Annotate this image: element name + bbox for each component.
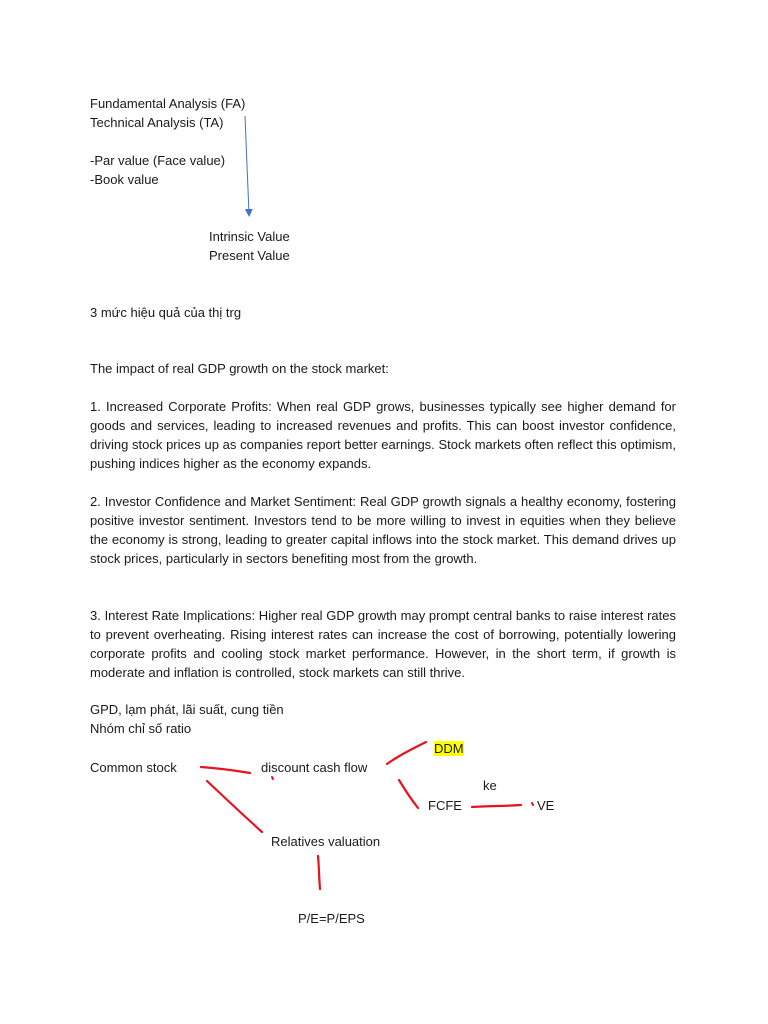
ddm-highlight: DDM [434, 741, 464, 756]
pe-formula-label: P/E=P/EPS [298, 911, 365, 926]
ve-label: VE [537, 798, 555, 813]
point-paragraph-3: 3. Interest Rate Implications: Higher real GDP growth may prompt central banks to raise interest rates to prevent overheating. Rising interest rates can increase the cost of borrowing, potentially lowering corporate profits and cooling stock market performance. However, in the short term, if growth is moderate and inflation is controlled, stock markets can still thrive. [90, 608, 676, 680]
ta-line: Technical Analysis (TA) [90, 115, 224, 130]
macro-factors-line: GPD, lạm phát, lãi suất, cung tiền [90, 702, 284, 717]
relatives-valuation-label: Relatives valuation [271, 834, 381, 849]
dcf-label: discount cash flow [261, 760, 368, 775]
ink-dot-ve [532, 803, 533, 805]
present-value-line: Present Value [209, 248, 290, 263]
gdp-heading: The impact of real GDP growth on the stock market: [90, 361, 389, 376]
ddm-label [434, 739, 464, 758]
point-paragraph-2: 2. Investor Confidence and Market Sentiment: Real GDP growth signals a healthy economy, fostering positive investor sentiment. Investors tend to be more willing to invest in equities when they believe the economy is strong, leading to greater capital inflows into the stock market. This demand drives up stock prices, particularly in sectors benefiting most from the growth. [90, 494, 676, 566]
par-value-line: -Par value (Face value) [90, 153, 226, 168]
common-stock-label: Common stock [90, 760, 177, 775]
intrinsic-value-line: Intrinsic Value [209, 229, 290, 244]
ink-stroke-relatives-to-pe [318, 856, 320, 889]
ink-stroke-dcf-to-fcfe [399, 780, 418, 808]
book-value-line: -Book value [90, 172, 159, 187]
fa-line: Fundamental Analysis (FA) [90, 96, 246, 111]
ke-label: ke [483, 778, 497, 793]
ink-stroke-fcfe-to-ve [472, 805, 521, 807]
fcfe-label: FCFE [428, 798, 462, 813]
ink-stroke-common-to-dcf [201, 767, 250, 773]
point-paragraph-1: 1. Increased Corporate Profits: When real GDP grows, businesses typically see higher demand for goods and services, leading to increased revenues and profits. This can boost investor confidence, driving stock prices up as companies report better earnings. Stock markets often reflect this optimism, pushing indices higher as the economy expands. [90, 399, 676, 471]
ratio-group-line: Nhóm chỉ số ratio [90, 721, 192, 736]
ink-dot-dcf [272, 777, 273, 779]
ink-stroke-common-to-relatives [207, 781, 262, 832]
ink-stroke-dcf-to-ddm [387, 742, 426, 764]
efficiency-levels-line: 3 mức hiệu quả của thị trg [90, 305, 242, 320]
blue-arrow [245, 116, 249, 214]
